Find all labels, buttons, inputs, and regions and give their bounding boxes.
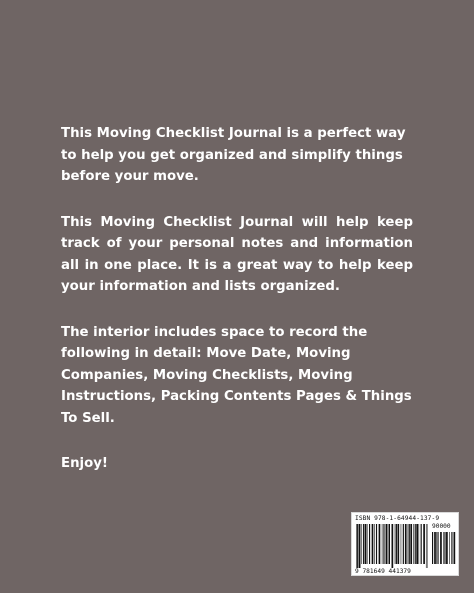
barcode-bar (363, 524, 364, 564)
barcode-bar (413, 524, 414, 564)
barcode-bar (365, 524, 367, 564)
barcode-bar (426, 524, 427, 568)
interior-paragraph: The interior includes space to record the following in detail: Move Date, Moving Companies, Moving Checklists, Moving Instructions, Packing Contents Pages & Things To Sell. (61, 324, 412, 426)
barcode-bar (454, 532, 456, 564)
barcode-bar (444, 532, 445, 564)
barcode-bar (416, 524, 418, 564)
barcode-bar (434, 532, 436, 564)
barcode-bar (367, 524, 368, 564)
barcode-bar (410, 524, 412, 564)
barcode-bar (415, 524, 416, 564)
barcode-bar (386, 524, 388, 564)
barcode-bar (379, 524, 381, 564)
barcode-bar (397, 524, 399, 564)
barcode-bar (419, 524, 420, 564)
barcode-bar (432, 532, 433, 564)
barcode-bar (437, 532, 438, 564)
barcode-bar (440, 532, 442, 564)
barcode-bar (405, 524, 407, 564)
barcode-bar (382, 524, 383, 564)
isbn-barcode (351, 512, 459, 576)
closing-paragraph: Enjoy! (61, 456, 108, 471)
barcode-bars (356, 524, 428, 568)
barcode-bar (383, 524, 384, 564)
barcode-bar (403, 524, 404, 564)
addon-barcode-bars (432, 532, 456, 568)
barcode-bar (449, 532, 450, 564)
barcode-bar (443, 532, 444, 564)
barcode-bar (395, 524, 396, 564)
description-block (61, 123, 413, 499)
ean-digits: 9 781649 441379 (355, 568, 411, 575)
barcode-bar (359, 524, 361, 568)
barcode-bar (389, 524, 390, 564)
barcode-bar (357, 524, 358, 568)
barcode-bar (388, 524, 389, 564)
barcode-bar (451, 532, 452, 564)
barcode-bar (361, 524, 362, 564)
barcode-bar (376, 524, 377, 564)
notes-paragraph: This Moving Checklist Journal will help keep track of your personal notes and information all in one place. It is a great way to help keep your information and lists organized. (61, 214, 413, 294)
barcode-bar (356, 524, 357, 568)
barcode-bar (369, 524, 370, 564)
barcode-bar (374, 524, 375, 564)
barcode-bar (446, 532, 448, 564)
barcode-bar (436, 532, 437, 564)
barcode-bar (409, 524, 410, 564)
barcode-bar (392, 524, 394, 568)
barcode-bar (423, 524, 425, 564)
barcode-bar (408, 524, 409, 564)
barcode-bar (401, 524, 402, 564)
addon-digits: 90000 (432, 523, 451, 530)
isbn-label: ISBN 978-1-64944-137-9 (355, 515, 440, 522)
barcode-bar (421, 524, 422, 564)
barcode-bar (396, 524, 397, 564)
intro-paragraph: This Moving Checklist Journal is a perfect way to help you get organized and simplify things before your move. (61, 126, 406, 184)
barcode-bar (372, 524, 374, 564)
